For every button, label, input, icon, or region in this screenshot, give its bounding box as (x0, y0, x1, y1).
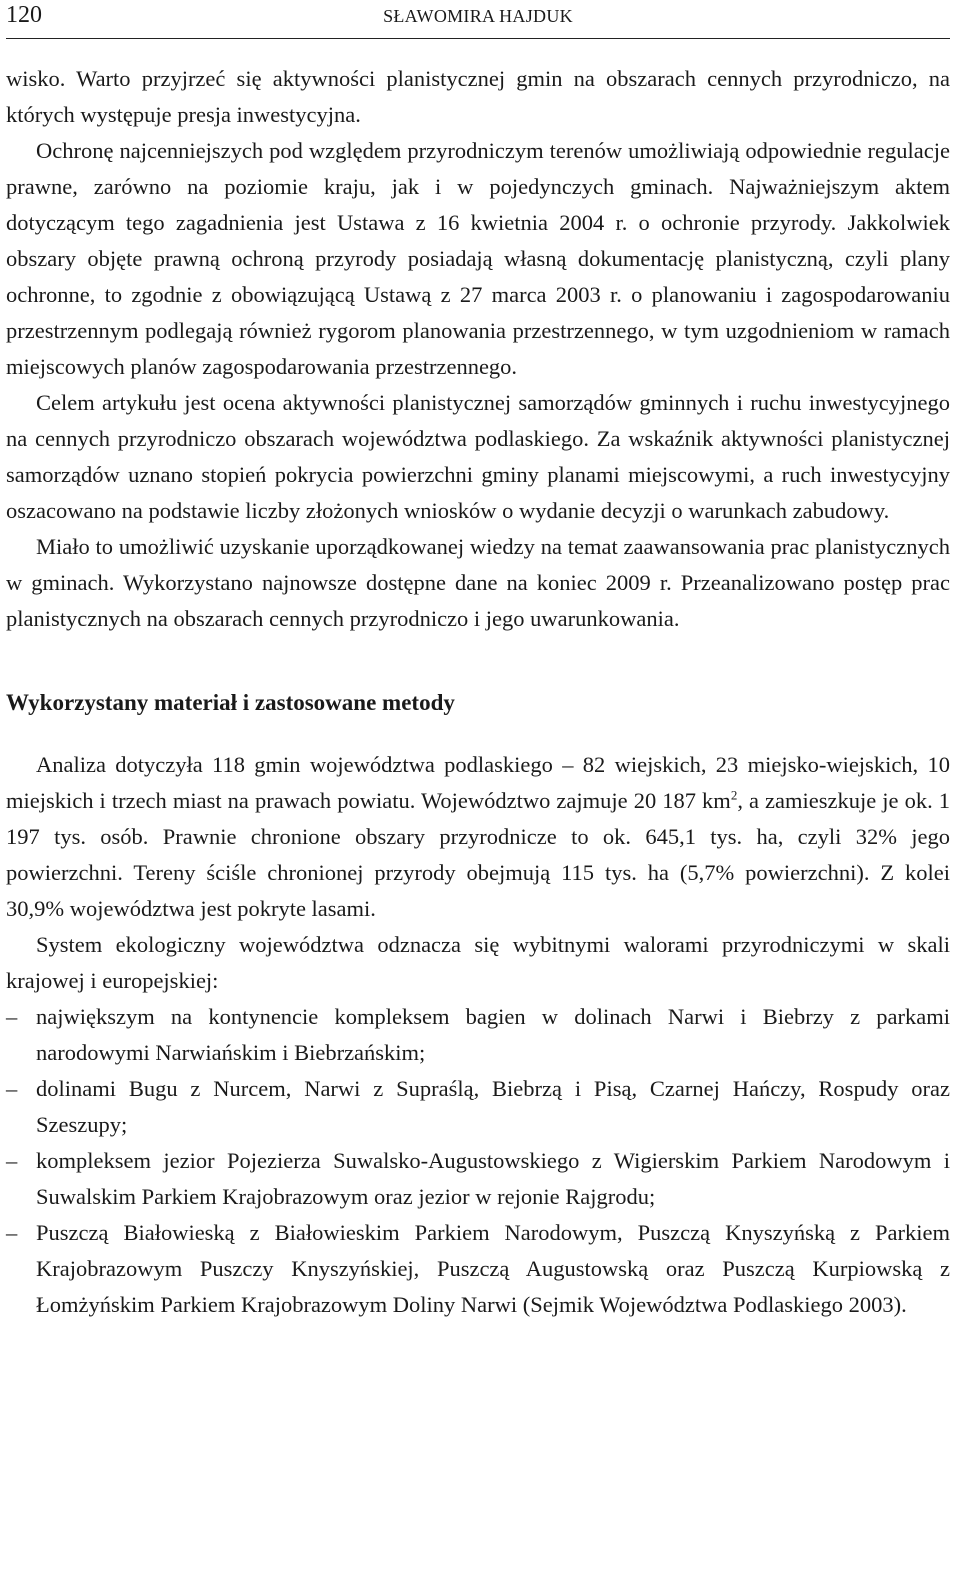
list-item-text: kompleksem jezior Pojezierza Suwalsko-Augustowskiego z Wigierskim Parkiem Narodowym i Suwalskim Parkiem Krajobrazowym oraz jezior w rejonie Rajgrodu; (36, 1148, 950, 1209)
list-item-text: dolinami Bugu z Nurcem, Narwi z Supraślą, Biebrzą i Pisą, Czarnej Hańczy, Rospudy oraz Szeszupy; (36, 1076, 950, 1137)
paragraph-legal-regulations: Ochronę najcenniejszych pod względem przyrodniczym terenów umożliwiają odpowiednie regulacje prawne, zarówno na poziomie kraju, jak i w pojedynczych gminach. Najważniejszym aktem dotyczącym tego zagadnienia jest Ustawa z 16 kwietnia 2004 r. o ochronie przyrody. Jakkolwiek obszary objęte prawną ochroną przyrody posiadają własną dokumentację planistyczną, czyli plany ochronne, to zgodnie z obowiązującą Ustawą z 27 marca 2003 r. o planowaniu i zagospodarowaniu przestrzennym podlegają również rygorom planowania przestrzennego, w tym uzgodnieniom w ramach miejscowych planów zagospodarowania przestrzennego. (6, 138, 950, 379)
paragraph-continuation: wisko. Warto przyjrzeć się aktywności planistycznej gmin na obszarach cennych przyrodniczo, na których występuje presja inwestycyjna. (6, 66, 950, 127)
dash-bullet: – (6, 1004, 18, 1029)
section-heading: Wykorzystany materiał i zastosowane metody (6, 690, 455, 715)
list-item (6, 1143, 950, 1215)
paragraph-analysis (6, 747, 950, 927)
list-item (6, 1215, 950, 1323)
dash-bullet: – (6, 1220, 18, 1245)
superscript-two: 2 (730, 787, 738, 803)
list-item (6, 999, 950, 1071)
ecological-features-list (6, 999, 950, 1323)
page-number: 120 (6, 2, 42, 28)
list-item-text: Puszczą Białowieską z Białowieskim Parkiem Narodowym, Puszczą Knyszyńską z Parkiem Krajobrazowym Puszczy Knyszyńskiej, Puszczą Augustowską oraz Puszczą Kurpiowską z Łomżyńskim Parkiem Krajobrazowym Doliny Narwi (Sejmik Województwa Podlaskiego 2003). (36, 1220, 950, 1317)
dash-bullet: – (6, 1076, 18, 1101)
analysis-text-a: Analiza dotyczyła 118 gmin województwa podlaskiego – 82 wiejskich, 23 miejsko-wiejskich, 10 miejskich i trzech miast na prawach powiatu. Województwo zajmuje 20 187 km (6, 752, 950, 813)
dash-bullet: – (6, 1148, 18, 1173)
paragraph-ecological-system: System ekologiczny województwa odznacza się wybitnymi walorami przyrodniczymi w skali krajowej i europejskiej: (6, 932, 950, 993)
paragraph-knowledge: Miało to umożliwić uzyskanie uporządkowanej wiedzy na temat zaawansowania prac planistycznych w gminach. Wykorzystano najnowsze dostępne dane na koniec 2009 r. Przeanalizowano postęp prac planistycznych na obszarach cennych przyrodniczo i jego uwarunkowania. (6, 534, 950, 631)
list-item (6, 1071, 950, 1143)
paragraph-article-aim: Celem artykułu jest ocena aktywności planistycznej samorządów gminnych i ruchu inwestycyjnego na cennych przyrodniczo obszarach województwa podlaskiego. Za wskaźnik aktywności planistycznej samorządów uznano stopień pokrycia powierzchni gminy planami miejscowymi, a ruch inwestycyjny oszacowano na podstawie liczby złożonych wniosków o wydanie decyzji o warunkach zabudowy. (6, 390, 950, 523)
running-author: SŁAWOMIRA HAJDUK (383, 6, 573, 26)
analysis-text-b: , a zamieszkuje je ok. 1 197 tys. osób. Prawnie chronione obszary przyrodnicze to ok. 645,1 tys. ha, czyli 32% jego powierzchni. Tereny ściśle chronionej przyrody obejmują 115 tys. ha (5,7% powierzchni). Z kolei 30,9% województwa jest pokryte lasami. (6, 788, 951, 921)
running-header (6, 0, 950, 39)
list-item-text: największym na kontynencie kompleksem bagien w dolinach Narwi i Biebrzy z parkami narodowymi Narwiańskim i Biebrzańskim; (36, 1004, 950, 1065)
